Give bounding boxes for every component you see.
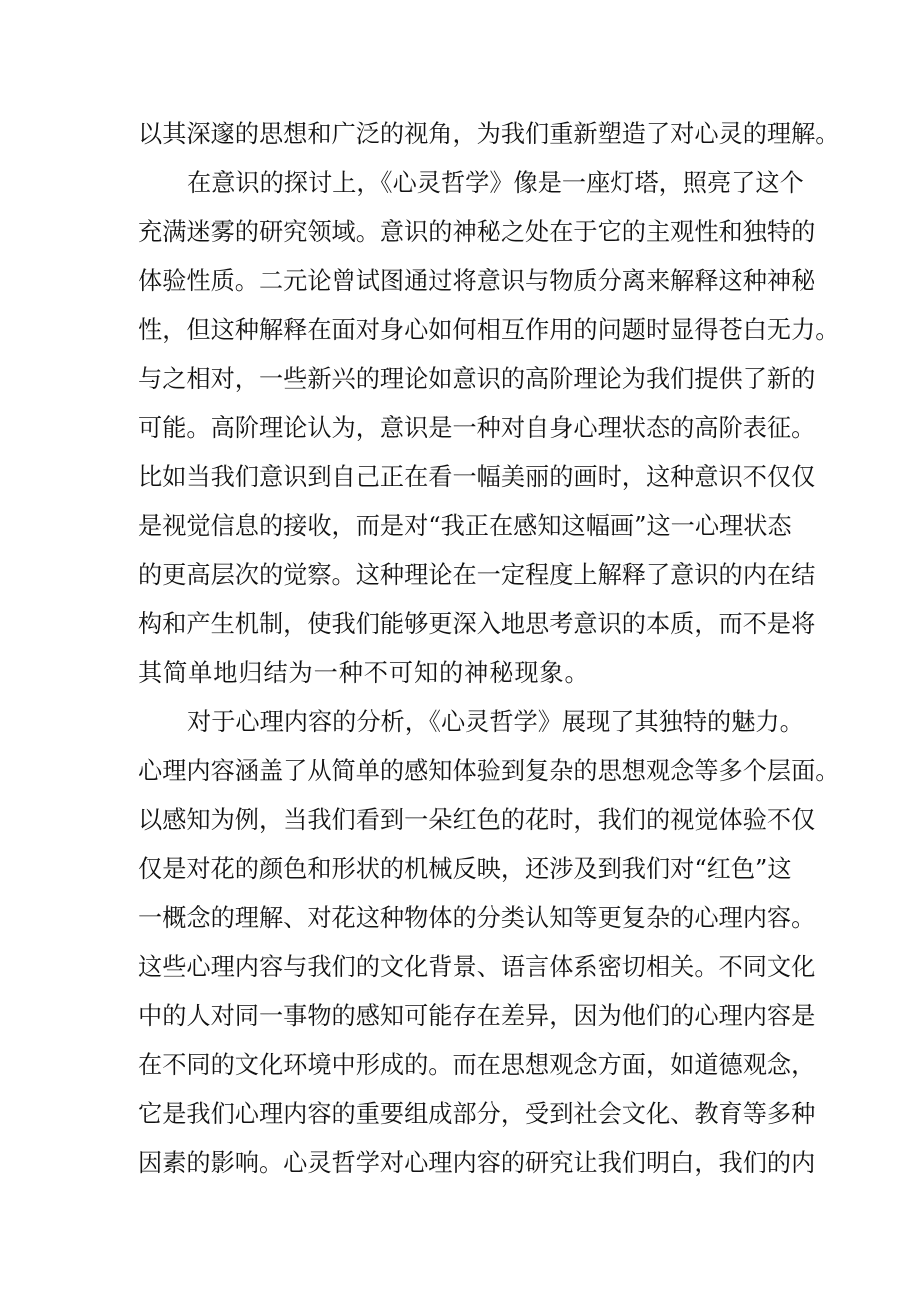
text-line-21: 它是我们心理内容的重要组成部分，受到社会文化、教育等多种 bbox=[138, 1100, 816, 1128]
text-line-11: 构和产生机制，使我们能够更深入地思考意识的本质，而不是将 bbox=[138, 610, 816, 638]
text-line-19: 中的人对同一事物的感知可能存在差异，因为他们的心理内容是 bbox=[138, 1002, 816, 1030]
text-line-6: 与之相对，一些新兴的理论如意识的高阶理论为我们提供了新的 bbox=[138, 365, 816, 393]
text-line-8: 比如当我们意识到自己正在看一幅美丽的画时，这种意识不仅仅 bbox=[138, 463, 816, 491]
text-line-10: 的更高层次的觉察。这种理论在一定程度上解释了意识的内在结 bbox=[138, 561, 816, 589]
text-line-3: 充满迷雾的研究领域。意识的神秘之处在于它的主观性和独特的 bbox=[138, 218, 816, 246]
text-line-7: 可能。高阶理论认为，意识是一种对自身心理状态的高阶表征。 bbox=[138, 414, 816, 442]
text-line-16: 仅是对花的颜色和形状的机械反映，还涉及到我们对“红色”这 bbox=[138, 855, 792, 883]
text-line-14: 心理内容涵盖了从简单的感知体验到复杂的思想观念等多个层面。 bbox=[138, 757, 840, 785]
text-line-9: 是视觉信息的接收，而是对“我正在感知这幅画”这一心理状态 bbox=[138, 512, 792, 540]
text-line-17: 一概念的理解、对花这种物体的分类认知等更复杂的心理内容。 bbox=[138, 904, 816, 932]
text-line-5: 性，但这种解释在面对身心如何相互作用的问题时显得苍白无力。 bbox=[138, 316, 840, 344]
text-line-22: 因素的影响。心灵哲学对心理内容的研究让我们明白，我们的内 bbox=[138, 1149, 816, 1177]
text-line-12: 其简单地归结为一种不可知的神秘现象。 bbox=[138, 659, 590, 687]
text-line-4: 体验性质。二元论曾试图通过将意识与物质分离来解释这种神秘 bbox=[138, 267, 816, 295]
text-line-13: 对于心理内容的分析，《心灵哲学》展现了其独特的魅力。 bbox=[187, 708, 804, 736]
text-line-15: 以感知为例，当我们看到一朵红色的花时，我们的视觉体验不仅 bbox=[138, 806, 816, 834]
text-line-1: 以其深邃的思想和广泛的视角，为我们重新塑造了对心灵的理解。 bbox=[138, 120, 840, 148]
text-line-20: 在不同的文化环境中形成的。而在思想观念方面，如道德观念， bbox=[138, 1051, 816, 1079]
text-line-18: 这些心理内容与我们的文化背景、语言体系密切相关。不同文化 bbox=[138, 953, 816, 981]
text-line-2: 在意识的探讨上，《心灵哲学》像是一座灯塔，照亮了这个 bbox=[187, 169, 804, 197]
